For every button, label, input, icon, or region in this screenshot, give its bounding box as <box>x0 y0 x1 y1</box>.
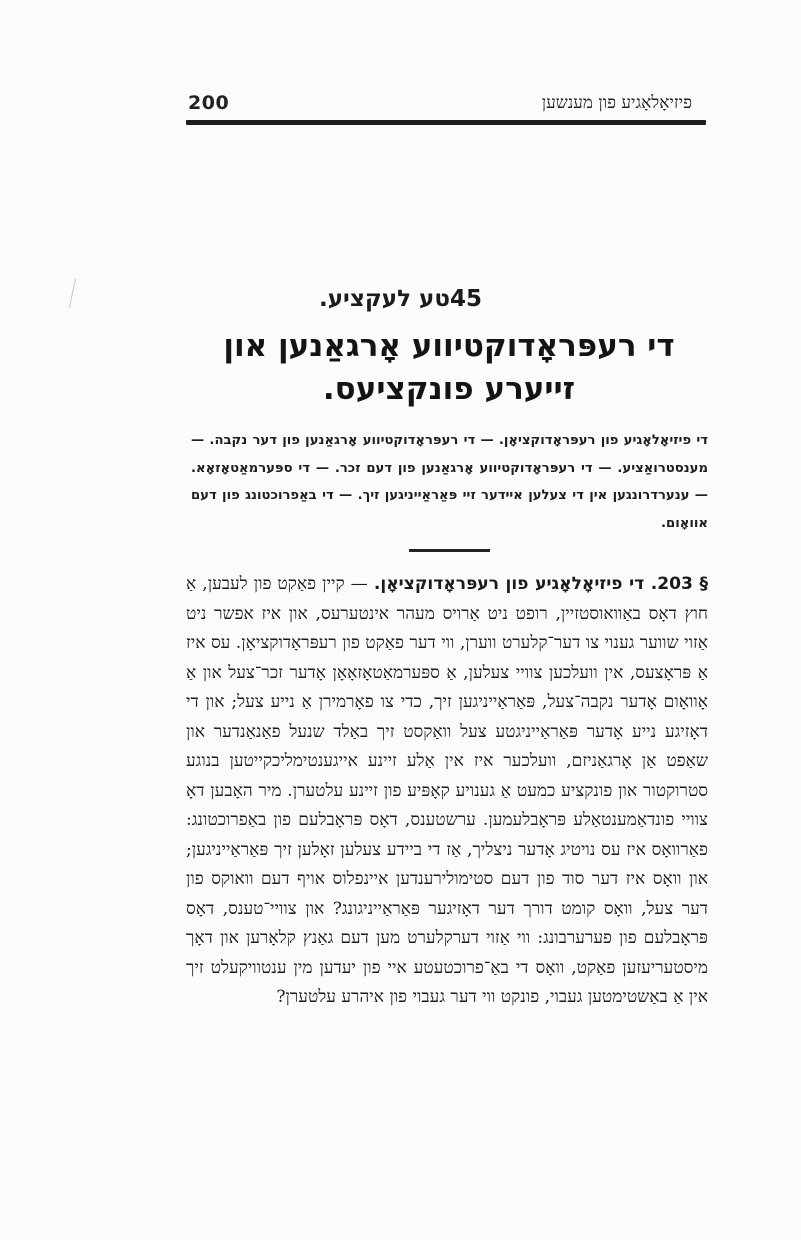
page-number: 200 <box>188 92 230 114</box>
running-head <box>188 92 700 118</box>
lecture-number: 45טע לעקציע. <box>319 286 482 312</box>
running-title: פיזיאָלאָגיע פון מענשען <box>541 93 692 113</box>
section-body: — קיין פאַקט פון לעבען, אַ חוץ דאָס באַוואוסטזיין, רופט ניט אַרויס מעהר אינטערעס, און איז אפשר ניט אַזוי שווער גענוי צו דער־קלערט ווערן, ווי דער פאַקט פון רעפּראָדוקציאָן. עס איז אַ פּראָצעס, אין וועלכען צוויי צעלען, אַ ספּערמאַטאָזאָאָן אָדער זכר־צעל און אַ אָוואָום אָדער נקבה־צעל, פּאַראַייניגען זיך, כדי צו פאָרמירן אַ נייע צעל; און די דאָזיגע נייע אָדער פּאַראַייניגטע צעל וואַקסט זיך באַלד שנעל פאַנאַנדער און שאַפט אַן אָרגאַניזם, וועלכער איז אין אַלע זיינע אייגענטימליכקייטען בנוגע סטרוקטור און פונקציע כמעט אַ גענויע קאָפּיע פון זיינע עלטערן. מיר האָבען דאָ צוויי פונדאַמענטאַלע פּראָבלעמען. ערשטענס, דאָס פּראָבלעם פון באַפרוכטונג: פאַרוואָס איז עס נויטיג אָדער ניצליך, אַז די ביידע צעלען זאָלען זיך פּאַראַייניגען; און וואָס איז דער סוד פון דעם סטימולירענדען איינפלוס אויף דעם וואוקס פון דער צעל, וואָס קומט דורך דער דאָזיגער פּאַראַייניגונג? און צוויי־טענס, דאָס פּראָבלעם פון פערערבונג: ווי אַזוי דערקלערט מען דעם גאַנץ קלאָרען און דאָך מיסטעריעזען פאַקט, וואָס די באַ־פרוכטעטע איי פון יעדען מין ענטוויקעלט זיך אין אַ באַשטימטען געבוי, פונקט ווי דער געבוי פון איהרע עלטערן? <box>186 574 708 1007</box>
chapter-title: די רעפּראָדוקטיווע אָרגאַנען און זייערע פונקציעס. <box>223 328 675 407</box>
chapter-summary: די פיזיאָלאָגיע פון רעפּראָדוקציאָן. — די רעפּראָדוקטיווע אָרגאַנען פון דער נקבה. — מענסטרואַציע. — די רעפּראָדוקטיווע אָרגאַנען פון דעם זכר. — די ספּערמאַטאָזאָא. — ענערדרונגען אין די צעלען איידער זיי פּאַראַייניגען זיך. — די באַפרוכטונג פון דעם אוואָום. <box>191 433 708 531</box>
section-heading: § 203. די פיזיאָלאָגיע פון רעפּראָדוקציאָן. <box>373 574 709 594</box>
section-203-text <box>186 570 708 1013</box>
section-divider <box>409 549 490 552</box>
header-rule <box>186 120 706 125</box>
